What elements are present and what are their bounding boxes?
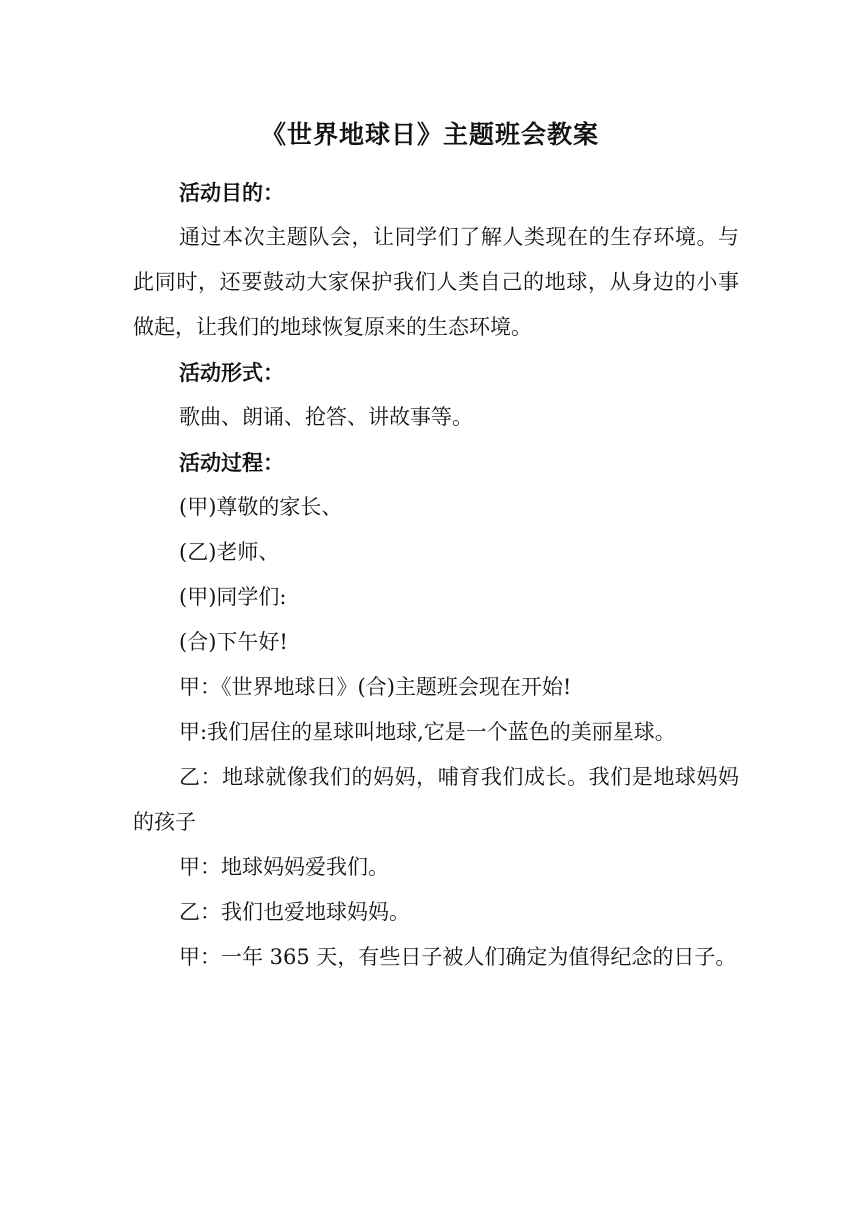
document-body: [133, 170, 739, 980]
dialogue-line: (乙)老师、: [179, 540, 280, 564]
dialogue-line: (甲)尊敬的家长、: [179, 495, 343, 519]
section-heading-process: 活动过程：: [179, 450, 284, 475]
document-title: 《世界地球日》主题班会教案: [260, 120, 599, 149]
section-heading-format: 活动形式：: [179, 360, 284, 385]
dialogue-line: 甲：一年 365 天，有些日子被人们确定为值得纪念的日子。: [179, 945, 737, 969]
paragraph-purpose: 通过本次主题队会，让同学们了解人类现在的生存环境。与此同时，还要鼓动大家保护我们人类自己的地球，从身边的小事做起，让我们的地球恢复原来的生态环境。: [133, 225, 739, 339]
dialogue-line: 甲：地球妈妈爱我们。: [179, 855, 389, 879]
dialogue-line: (合)下午好!: [179, 630, 288, 654]
section-heading-purpose: 活动目的：: [179, 180, 284, 205]
dialogue-line: 甲:我们居住的星球叫地球,它是一个蓝色的美丽星球。: [179, 720, 676, 744]
dialogue-line: 乙：我们也爱地球妈妈。: [179, 900, 410, 924]
paragraph-format: 歌曲、朗诵、抢答、讲故事等。: [179, 405, 473, 429]
dialogue-line: 乙：地球就像我们的妈妈，哺育我们成长。我们是地球妈妈的孩子: [133, 765, 739, 834]
dialogue-line: (甲)同学们:: [179, 585, 287, 609]
dialogue-line: 甲：《世界地球日》(合)主题班会现在开始!: [179, 675, 572, 699]
